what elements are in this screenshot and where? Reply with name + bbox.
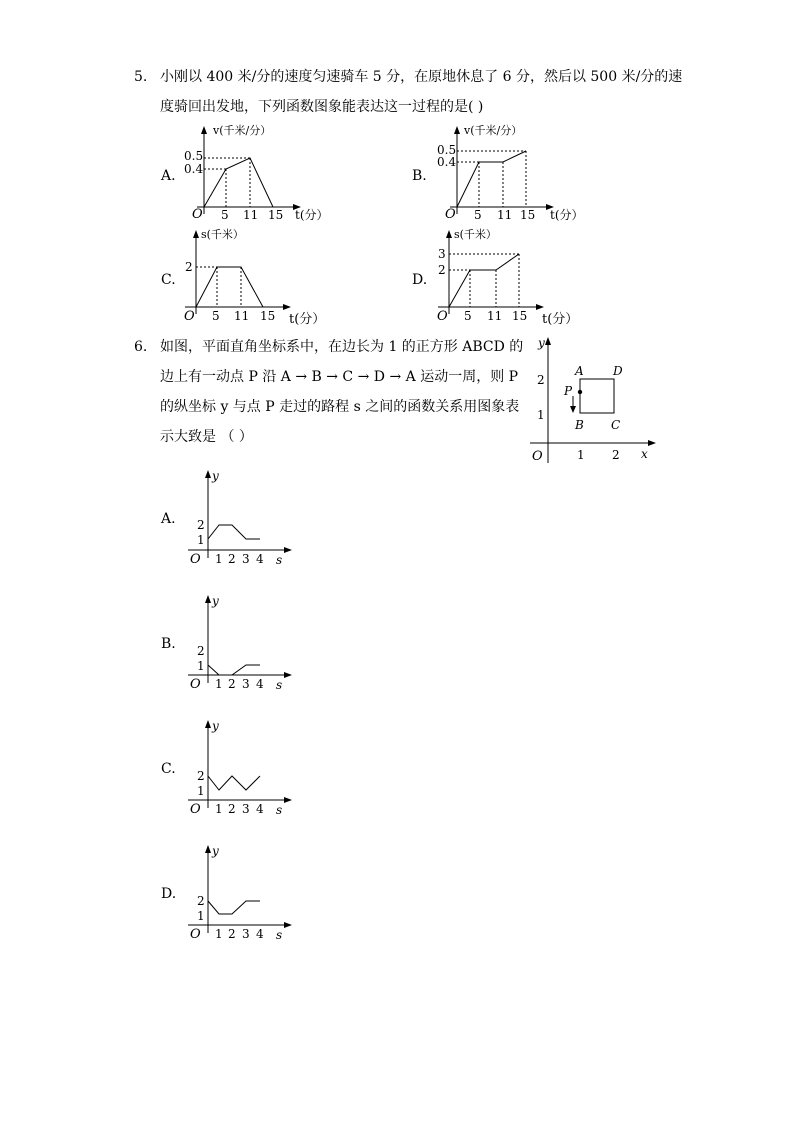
q5-graph-c [175, 222, 325, 327]
point-b-label: B [575, 418, 584, 432]
origin-label: O [190, 552, 201, 567]
point-a-label: A [575, 364, 584, 378]
y-tick-2: 2 [438, 263, 446, 277]
origin-label: O [192, 207, 203, 222]
x-axis-arrow [284, 547, 292, 553]
q5-option-c-label: C. [161, 272, 176, 288]
x-axis-label: t(分） [550, 208, 584, 222]
q6-graph-c [180, 716, 300, 816]
x-tick-15: 15 [268, 208, 284, 222]
y-tick-0.5: 0.5 [437, 143, 457, 157]
y-axis-arrow [201, 126, 207, 134]
graph-line [196, 267, 263, 307]
q5-graph-d [428, 222, 578, 327]
s-axis-label: s [276, 678, 283, 692]
x-tick-3: 3 [242, 802, 250, 816]
q5-option-a-label: A. [161, 168, 176, 184]
origin-label: O [190, 802, 201, 817]
x-axis-arrow [283, 304, 291, 310]
q6-square-figure [520, 333, 670, 468]
y-axis-label: v(千米/分） [213, 124, 272, 137]
origin-label: O [532, 449, 543, 464]
x-tick-15: 15 [520, 208, 536, 222]
y-tick-2: 2 [197, 644, 205, 658]
graph-line [208, 665, 260, 675]
y-axis-arrow [193, 230, 199, 238]
y-tick-2: 2 [185, 260, 193, 274]
q5-graph-b [428, 118, 584, 223]
question-5-text-line2: 度骑回出发地，下列函数图象能表达这一过程的是( ) [160, 99, 484, 115]
graph-line [208, 901, 260, 914]
y-tick-3: 3 [438, 247, 446, 261]
x-tick-3: 3 [242, 677, 250, 691]
x-tick-5: 5 [464, 309, 472, 323]
x-tick-11: 11 [487, 309, 503, 323]
square-abcd [580, 379, 614, 413]
x-axis-arrow [284, 922, 292, 928]
s-axis-label: s [276, 928, 283, 942]
q6-option-c-label: C. [161, 761, 176, 777]
x-axis-arrow [284, 797, 292, 803]
y-axis-arrow [545, 337, 551, 345]
x-tick-5: 5 [212, 309, 220, 323]
x-tick-11: 11 [497, 208, 513, 222]
q6-option-d-label: D. [161, 886, 177, 902]
x-tick-1: 1 [215, 677, 223, 691]
graph-line [204, 158, 273, 207]
y-axis-arrow [454, 126, 460, 134]
direction-arrow-head [570, 406, 576, 413]
q5-option-b-label: B. [412, 168, 427, 184]
y-tick-0.5: 0.5 [184, 149, 204, 163]
y-tick-2: 2 [197, 518, 205, 532]
question-6-number: 6. [134, 339, 148, 355]
x-tick-2: 2 [228, 677, 236, 691]
x-tick-5: 5 [474, 208, 482, 222]
y-axis-label: y [212, 719, 219, 733]
x-tick-4: 4 [256, 927, 264, 941]
origin-label: O [190, 927, 201, 942]
y-axis-label: y [538, 336, 545, 350]
x-tick-1: 1 [215, 802, 223, 816]
x-axis-arrow [284, 672, 292, 678]
y-axis-arrow [446, 230, 452, 238]
x-tick-1: 1 [215, 552, 223, 566]
x-tick-15: 15 [260, 309, 276, 323]
graph-line [457, 151, 526, 207]
y-axis-arrow [205, 595, 211, 603]
question-5-number: 5. [134, 69, 148, 85]
y-tick-0.4: 0.4 [184, 162, 204, 176]
x-tick-3: 3 [242, 927, 250, 941]
origin-label: O [445, 207, 456, 222]
question-6-text-line3: 的纵坐标 y 与点 P 走过的路程 s 之间的函数关系用图象表 [160, 399, 520, 415]
x-axis-label: x [641, 447, 648, 461]
x-tick-3: 3 [242, 552, 250, 566]
x-tick-15: 15 [512, 309, 528, 323]
y-tick-1: 1 [537, 408, 545, 422]
y-tick-2: 2 [537, 373, 545, 387]
q6-graph-a [180, 466, 300, 566]
q6-option-b-label: B. [161, 636, 176, 652]
y-axis-label: y [212, 844, 219, 858]
question-6-text-line2: 边上有一动点 P 沿 A → B → C → D → A 运动一周，则 P [160, 369, 519, 385]
y-axis-label: s(千米） [454, 228, 497, 241]
y-tick-0.4: 0.4 [437, 155, 457, 169]
q6-graph-d [180, 841, 300, 941]
graph-line [208, 776, 260, 790]
q6-graph-b [180, 591, 300, 691]
origin-label: O [184, 309, 195, 324]
question-5-text-line1: 小刚以 400 米/分的速度匀速骑车 5 分，在原地休息了 6 分，然后以 500 米/分的速 [160, 69, 683, 85]
question-6-text-line4: 示大致是 （ ） [160, 429, 253, 445]
x-axis-arrow [648, 440, 656, 446]
graph-line [449, 254, 519, 307]
x-tick-4: 4 [256, 677, 264, 691]
y-tick-1: 1 [197, 784, 205, 798]
point-d-label: D [613, 364, 623, 378]
s-axis-label: s [276, 803, 283, 817]
y-tick-2: 2 [197, 769, 205, 783]
y-axis-arrow [205, 720, 211, 728]
x-axis-label: t(分） [289, 312, 326, 327]
x-tick-4: 4 [256, 802, 264, 816]
x-axis-label: t(分） [295, 208, 329, 222]
y-tick-2: 2 [197, 894, 205, 908]
y-tick-1: 1 [197, 533, 205, 547]
q6-option-a-label: A. [161, 511, 176, 527]
point-p-label: P [564, 384, 573, 398]
x-tick-2: 2 [228, 552, 236, 566]
x-tick-1: 1 [215, 927, 223, 941]
point-p-dot [578, 390, 582, 394]
x-axis-arrow [536, 304, 544, 310]
x-axis-label: t(分） [542, 312, 579, 327]
x-tick-4: 4 [256, 552, 264, 566]
x-tick-1: 1 [577, 448, 585, 462]
x-tick-5: 5 [221, 208, 229, 222]
x-tick-11: 11 [234, 309, 250, 323]
y-tick-1: 1 [197, 909, 205, 923]
x-tick-11: 11 [243, 208, 259, 222]
y-axis-label: s(千米） [201, 228, 244, 241]
y-axis-arrow [205, 470, 211, 478]
graph-line [208, 525, 260, 539]
y-axis-label: y [212, 469, 219, 483]
origin-label: O [190, 677, 201, 692]
origin-label: O [437, 309, 448, 324]
q5-graph-a [175, 118, 329, 223]
q5-option-d-label: D. [412, 272, 428, 288]
question-6-text-line1: 如图，平面直角坐标系中，在边长为 1 的正方形 ABCD 的 [160, 339, 524, 355]
y-axis-label: y [212, 594, 219, 608]
point-c-label: C [611, 418, 621, 432]
y-axis-arrow [205, 845, 211, 853]
s-axis-label: s [276, 553, 283, 567]
x-tick-2: 2 [612, 448, 620, 462]
y-tick-1: 1 [197, 659, 205, 673]
x-tick-2: 2 [228, 802, 236, 816]
y-axis-label: v(千米/分） [464, 124, 523, 137]
x-tick-2: 2 [228, 927, 236, 941]
